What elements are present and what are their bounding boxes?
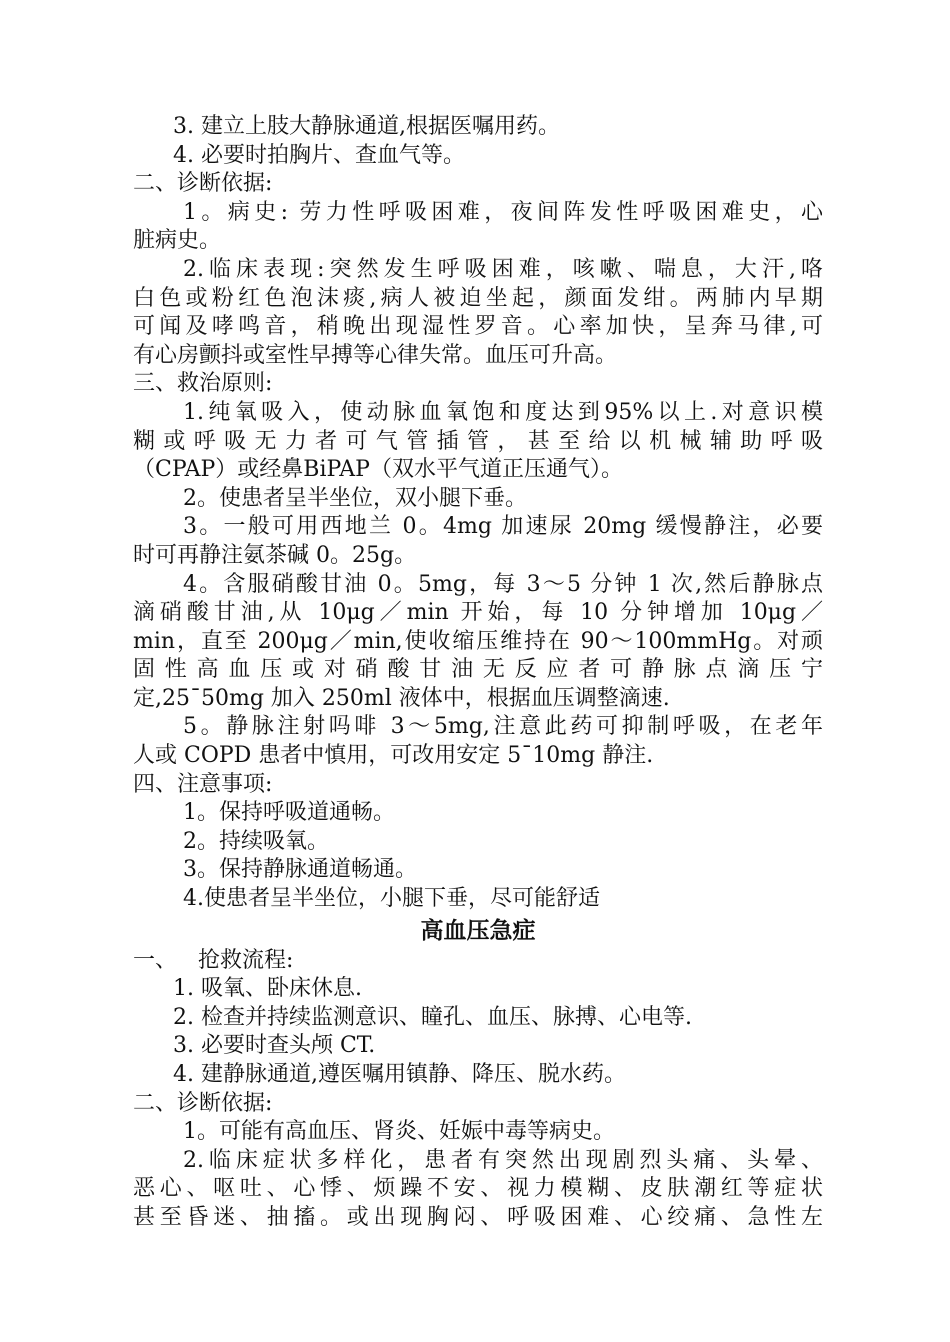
treatment-5-line1: 5。静脉注射吗啡 3～5mg,注意此药可抑制呼吸，在老年 [183, 714, 823, 740]
treatment-1-line3: （CPAP）或经鼻BiPAP（双水平气道正压通气）。 [133, 457, 623, 483]
treatment-4-line2: 滴硝酸甘油,从 10μg／min 开始，每 10 分钟增加 10μg／ [133, 600, 823, 626]
diagnosis2-2-line2: 恶心、呕吐、心悸、烦躁不安、视力模糊、皮肤潮红等症状 [133, 1176, 823, 1202]
flow-step-1: 1. 吸氧、卧床休息. [173, 976, 362, 1002]
diagnosis2-1: 1。可能有高血压、肾炎、妊娠中毒等病史。 [183, 1119, 615, 1145]
flow-step-2: 2. 检查并持续监测意识、瞳孔、血压、脉搏、心电等. [173, 1004, 692, 1030]
diagnosis2-2-line3: 甚至昏迷、抽搐。或出现胸闷、呼吸困难、心绞痛、急性左 [133, 1204, 823, 1230]
diagnosis-2-line4: 有心房颤抖或室性早搏等心律失常。血压可升高。 [133, 342, 618, 368]
section-title-hypertensive-emergency: 高血压急症 [420, 917, 536, 944]
diagnosis-2-line1: 2.临床表现:突然发生呼吸困难，咳嗽、喘息，大汗,咯 [183, 256, 823, 282]
diagnosis2-2-line1: 2.临床症状多样化，患者有突然出现剧烈头痛、头晕、 [183, 1147, 823, 1173]
section-heading-diagnosis: 二、诊断依据: [133, 171, 273, 197]
section-heading-notes: 四、注意事项: [133, 771, 273, 797]
treatment-1-line2: 糊或呼吸无力者可气管插管，甚至给以机械辅助呼吸 [133, 428, 823, 454]
treatment-4-line1: 4。含服硝酸甘油 0。5mg，每 3～5 分钟 1 次,然后静脉点 [183, 571, 823, 597]
treatment-5-line2: 人或 COPD 患者中慎用，可改用安定 5¯10mg 静注. [133, 743, 654, 769]
note-4: 4.使患者呈半坐位，小腿下垂，尽可能舒适 [183, 886, 600, 912]
treatment-3-line2: 时可再静注氨茶碱 0。25g。 [133, 542, 417, 568]
treatment-4-line3: min，直至 200μg／min,使收缩压维持在 90～100mmHg。对顽 [133, 628, 823, 654]
treatment-2: 2。使患者呈半坐位，双小腿下垂。 [183, 485, 527, 511]
treatment-1-line1: 1.纯氧吸入，使动脉血氧饱和度达到95%以上.对意识模 [183, 399, 823, 425]
note-1: 1。保持呼吸道通畅。 [183, 800, 395, 826]
diagnosis-1-line1: 1。病史: 劳力性呼吸困难，夜间阵发性呼吸困难史，心 [183, 199, 823, 225]
section-heading-diagnosis-2: 二、诊断依据: [133, 1090, 273, 1116]
step-4: 4. 必要时拍胸片、查血气等。 [173, 142, 465, 168]
flow-step-4: 4. 建静脉通道,遵医嘱用镇静、降压、脱水药。 [173, 1062, 626, 1087]
treatment-4-line5: 定,25¯50mg 加入 250ml 液体中，根据血压调整滴速. [133, 685, 670, 711]
section-heading-rescue-flow: 一、 抢救流程: [133, 947, 294, 973]
document-page [133, 113, 823, 1233]
step-3: 3. 建立上肢大静脉通道,根据医嘱用药。 [173, 114, 560, 139]
note-3: 3。保持静脉通道畅通。 [183, 857, 417, 883]
section-heading-treatment: 三、救治原则: [133, 371, 273, 397]
diagnosis-2-line2: 白色或粉红色泡沫痰,病人被迫坐起，颜面发绀。两肺内早期 [133, 285, 823, 311]
flow-step-3: 3. 必要时查头颅 CT. [173, 1033, 376, 1059]
treatment-3-line1: 3。一般可用西地兰 0。4mg 加速尿 20mg 缓慢静注，必要 [183, 514, 823, 540]
note-2: 2。持续吸氧。 [183, 828, 329, 854]
diagnosis-2-line3: 可闻及哮鸣音，稍晚出现湿性罗音。心率加快，呈奔马律,可 [133, 314, 823, 340]
diagnosis-1-line2: 脏病史。 [133, 228, 222, 254]
treatment-4-line4: 固性高血压或对硝酸甘油无反应者可静脉点滴压宁 [133, 657, 823, 683]
